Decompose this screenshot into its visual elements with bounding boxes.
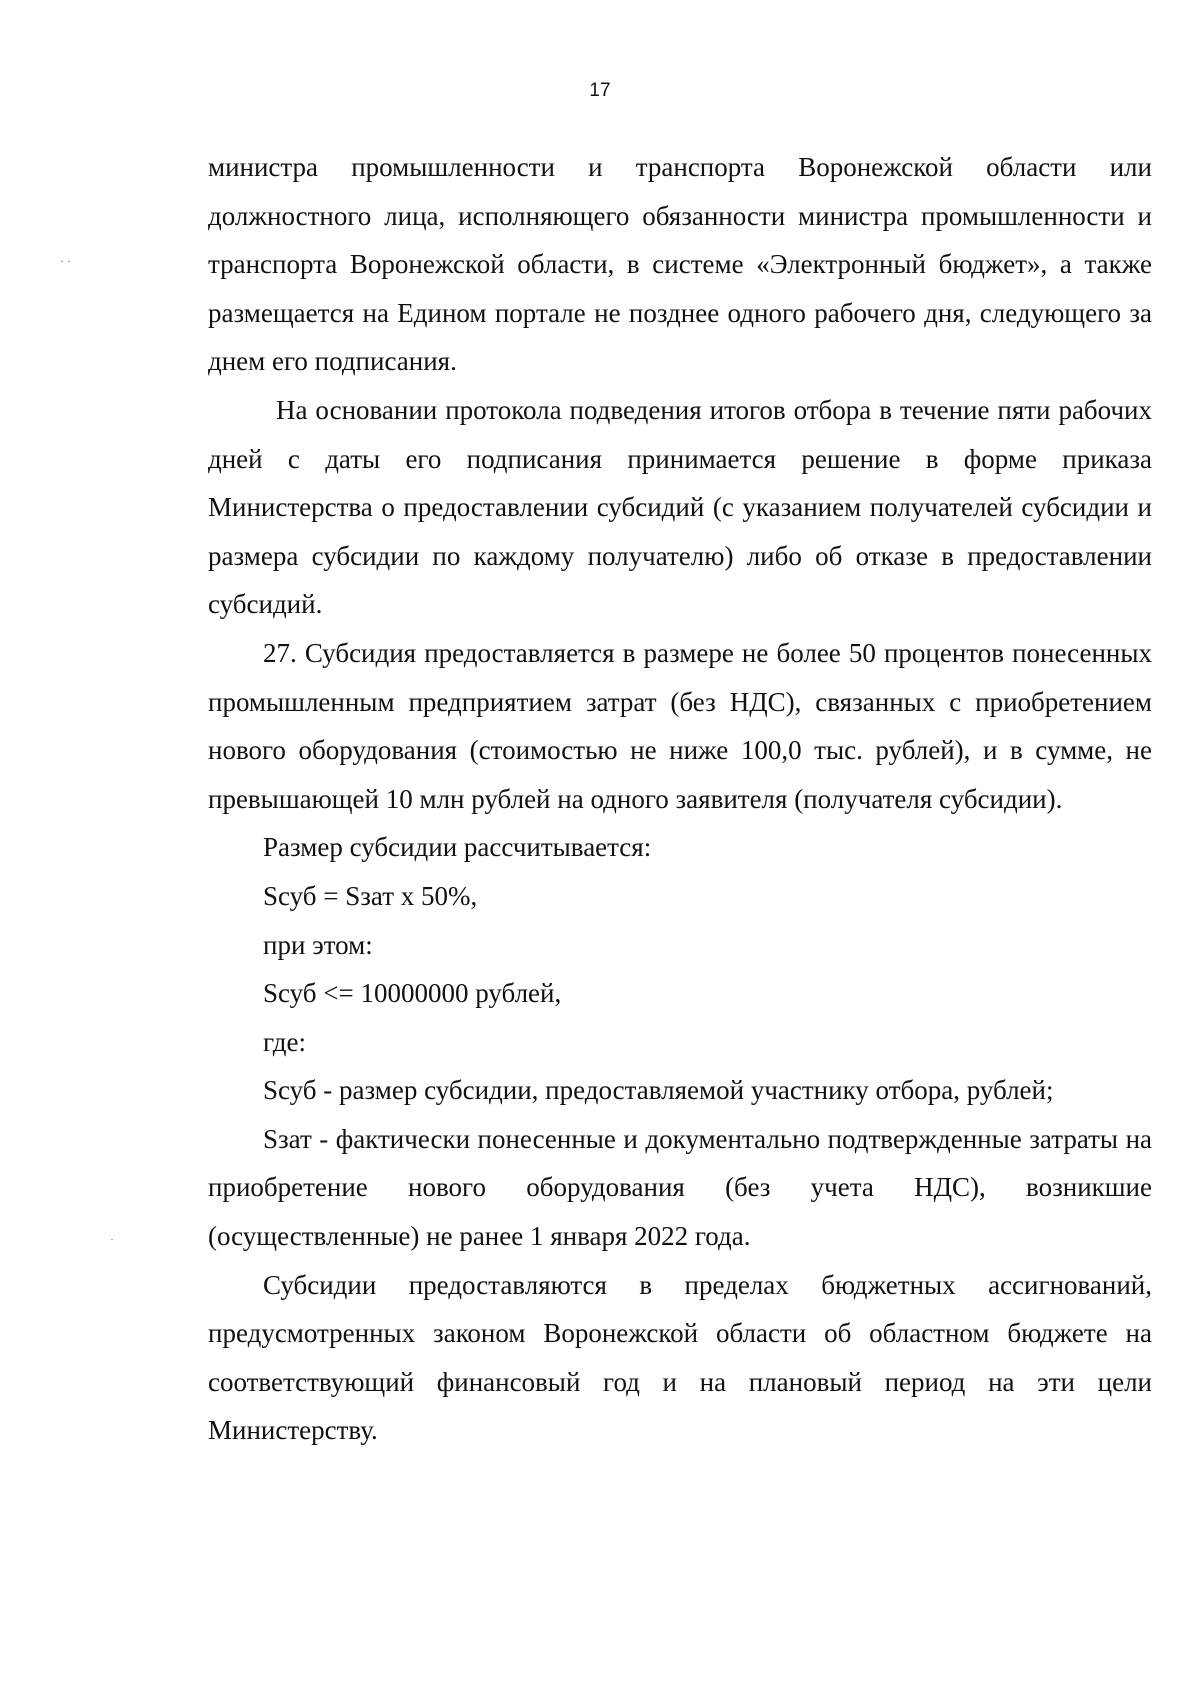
formula-condition-label: при этом: — [263, 929, 373, 960]
margin-scan-dot: · — [110, 1232, 114, 1246]
formula-subsidy-calculation: Sсуб = Sзат x 50%, — [263, 880, 478, 911]
formula-intro: Размер субсидии рассчитывается: — [263, 832, 652, 863]
formula-definition-szat: Sзат - фактически понесенные и документально подтвержденные затраты на приобретение нового оборудования (без учета НДС), возникшие (осуществленные) не ранее 1 января 2022 года. — [208, 1123, 1152, 1252]
document-body — [208, 143, 1152, 1455]
paragraph-clause-27: 27. Субсидия предоставляется в размере не более 50 процентов понесенных промышленным предприятием затрат (без НДС), связанных с приобретением нового оборудования (стоимостью не ниже 100,0 тыс. рублей), и в сумме, не превышающей 10 млн рублей на одного заявителя (получателя субсидии). — [208, 637, 1152, 814]
paragraph-budget-allocations: Субсидии предоставляются в пределах бюджетных ассигнований, предусмотренных законом Воронежской области об областном бюджете на соответствующий финансовый год и на плановый период на эти цели Министерству. — [208, 1269, 1152, 1446]
page-number: 17 — [589, 80, 611, 101]
margin-scan-mark: · · — [60, 254, 71, 268]
paragraph-continuation: министра промышленности и транспорта Воронежской области или должностного лица, исполняющего обязанности министра промышленности и транспорта Воронежской области, в системе «Электронный бюджет», а также размещается на Едином портале не позднее одного рабочего дня, следующего за днем его подписания. — [208, 152, 1152, 377]
formula-definition-ssub: Sсуб - размер субсидии, предоставляемой участнику отбора, рублей; — [263, 1075, 1054, 1106]
formula-where-label: где: — [263, 1026, 306, 1057]
paragraph-protocol-decision: На основании протокола подведения итогов отбора в течение пяти рабочих дней с даты его подписания принимается решение в форме приказа Министерства о предоставлении субсидий (с указанием получателей субсидии и размера субсидии по каждому получателю) либо об отказе в предоставлении субсидий. — [208, 394, 1152, 620]
formula-subsidy-limit: Sсуб <= 10000000 рублей, — [263, 978, 562, 1009]
